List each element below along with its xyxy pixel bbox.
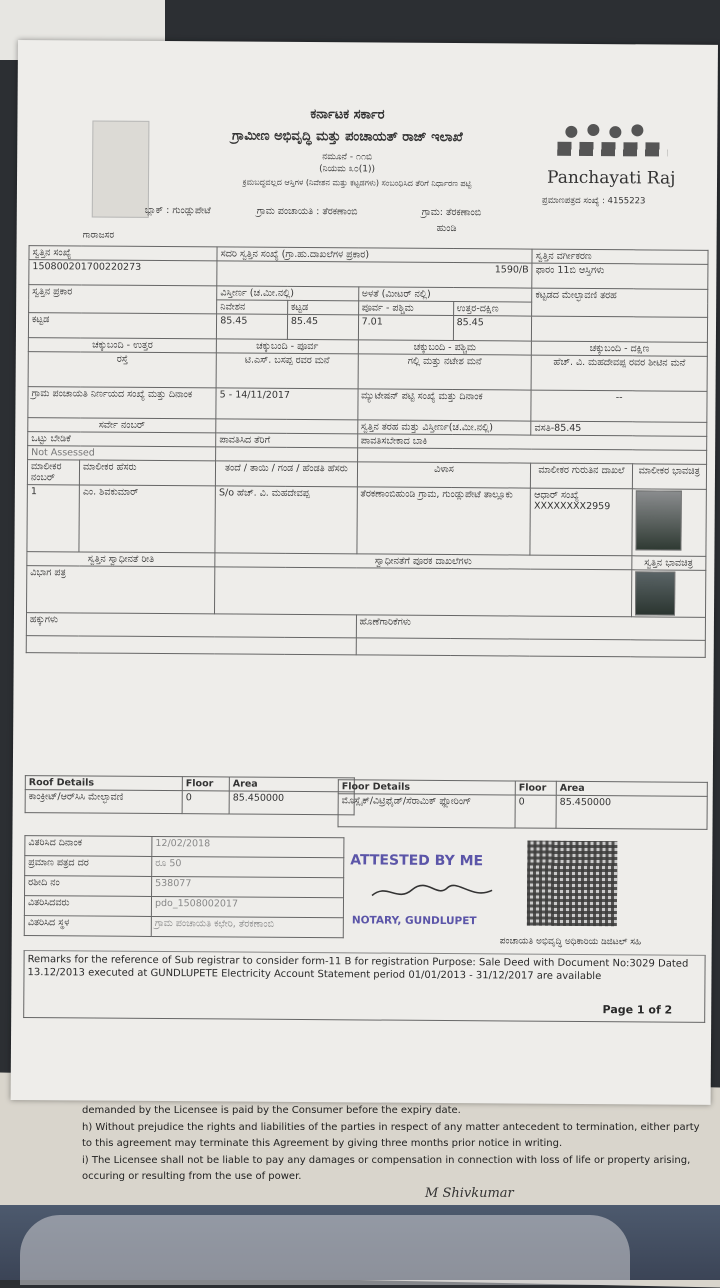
property-photo bbox=[635, 571, 675, 615]
roof-area-value: 85.450000 bbox=[229, 791, 354, 815]
liabilities-label: ಹೊಣೆಗಾರಿಕೆಗಳು bbox=[356, 615, 706, 640]
state-emblem-icon bbox=[92, 121, 150, 218]
fee-value: ರೂ 50 bbox=[152, 856, 344, 877]
owner-photo bbox=[635, 490, 681, 550]
west-boundary-label: ಚಕ್ಕುಬಂದಿ - ಪಶ್ಚಿಮ bbox=[358, 340, 532, 355]
owner-id-label: ಮಾಲೀಕರ ಗುರುತಿನ ದಾಖಲೆ bbox=[531, 463, 632, 489]
property-photo-label: ಸ್ವತ್ತಿನ ಭಾವಚಿತ್ರ bbox=[631, 556, 706, 571]
owner-address-value: ತೆರಕಣಾಂಬಿಹುಂಡಿ ಗ್ರಾಮ, ಗುಂಡ್ಲುಪೇಟೆ ತಾಲ್ಲೂಕು bbox=[356, 487, 530, 555]
agreement-line-5: occuring or resulting from the use of power. bbox=[82, 1171, 302, 1182]
floor-details-table bbox=[338, 779, 708, 830]
block-label: ಬ್ಲಾಕ್ : ಗುಂಡ್ಲುಪೇಟೆ bbox=[144, 204, 211, 217]
state-title: ಕರ್ನಾಟಕ ಸರ್ಕಾರ bbox=[310, 107, 385, 123]
floor-floor-value: 0 bbox=[515, 795, 556, 828]
receipt-value: 538077 bbox=[152, 876, 344, 897]
property-table bbox=[26, 245, 709, 658]
property-id-label: ಸ್ವತ್ತಿನ ಸಂಖ್ಯೆ bbox=[29, 246, 217, 261]
department-title: ಗ್ರಾಮೀಣ ಅಭಿವೃದ್ಧಿ ಮತ್ತು ಪಂಚಾಯತ್ ರಾಜ್ ಇಲಾಖೆ bbox=[231, 128, 463, 146]
issuer-label: ವಿತರಿಸಿದವರು bbox=[24, 896, 151, 917]
certificate-number: ಪ್ರಮಾಣಪತ್ರದ ಸಂಖ್ಯೆ : 4155223 bbox=[541, 195, 646, 207]
rights-label: ಹಕ್ಕುಗಳು bbox=[26, 613, 356, 638]
form-rule: (ನಿಯಮ ೩೦(1)) bbox=[319, 164, 376, 175]
notary-stamp: NOTARY, GUNDLUPET bbox=[351, 914, 477, 928]
owner-father-label: ತಂದೆ / ತಾಯಿ / ಗಂಡ / ಹೆಂಡತಿ ಹೆಸರು bbox=[216, 461, 358, 487]
form-number: ನಮೂನೆ - ೧೧ಬಿ bbox=[322, 152, 373, 163]
building-area-value: 85.45 bbox=[287, 314, 358, 339]
total-demand-value: Not Assessed bbox=[28, 446, 216, 461]
roof-details-label: Roof Details bbox=[25, 776, 182, 791]
reg-no-value: 1590/B bbox=[217, 261, 532, 288]
qr-code-icon bbox=[527, 841, 618, 927]
place-label: ವಿತರಿಸಿದ ಸ್ಥಳ bbox=[24, 916, 151, 937]
north-south-label: ಉತ್ತರ-ದಕ್ಷಿಣ bbox=[453, 302, 532, 317]
usage-label: ಸ್ವತ್ತಿನ ತರಹ ಮತ್ತು ವಿಸ್ತೀರ್ಣ(ಚ.ಮೀ.ನಲ್ಲಿ) bbox=[357, 420, 531, 435]
usage-value: ವಸತಿ-85.45 bbox=[531, 421, 707, 436]
attested-stamp: ATTESTED BY ME bbox=[350, 852, 484, 870]
issue-details-table bbox=[24, 835, 345, 938]
owner-name-value: ಎಂ. ಶಿವಕುಮಾರ್ bbox=[79, 485, 216, 553]
roof-area-label: Area bbox=[229, 777, 354, 792]
east-west-value: 7.01 bbox=[358, 315, 453, 341]
village-label: ಗ್ರಾಮ: ತೆರಕಣಾಂಬಿ bbox=[421, 206, 482, 219]
site-label: ನಿವೇಶನ bbox=[217, 300, 288, 314]
classification-value: ಫಾರಂ 11ಬಿ ಆಸ್ತಿಗಳು bbox=[532, 263, 708, 289]
panchayati-raj-logo-icon bbox=[557, 124, 667, 165]
floor-details-label: Floor Details bbox=[338, 780, 515, 795]
north-south-value: 85.45 bbox=[453, 316, 532, 342]
roof-floor-value: 0 bbox=[182, 791, 229, 814]
pdo-signature-caption: ಪಂಚಾಯತಿ ಅಭಿವೃದ್ಧಿ ಅಧಿಕಾರಿಯ ಡಿಜಿಟಲ್ ಸಹಿ bbox=[499, 936, 642, 948]
floor-area-value: 85.450000 bbox=[556, 795, 707, 829]
place-value: ಗ್ರಾಮ ಪಂಚಾಯತಿ ಕಛೇರಿ, ತೆರಕಣಾಂಬಿ bbox=[151, 916, 343, 937]
east-boundary-value: ಟಿ.ಎಸ್. ಬಸಪ್ಪ ರವರ ಮನೆ bbox=[216, 353, 358, 389]
owner-father-value: S/o ಹೆಚ್. ವಿ. ಮಹದೇವಪ್ಪ bbox=[215, 486, 357, 554]
building-label: ಕಟ್ಟಡ bbox=[287, 300, 358, 314]
possession-mode-value: ವಿಭಾಗ ಪತ್ರ bbox=[27, 566, 215, 614]
total-demand-label: ಒಟ್ಟು ಬೇಡಿಕೆ bbox=[28, 432, 216, 447]
receipt-label: ರಶೀದಿ ನಂ bbox=[25, 876, 152, 897]
property-photo-cell bbox=[631, 570, 706, 618]
owner-name-label: ಮಾಲೀಕರ ಹೆಸರು bbox=[79, 460, 215, 486]
due-balance-label: ಪಾವತಿಸಬೇಕಾದ ಬಾಕಿ bbox=[357, 434, 707, 450]
agreement-line-2: h) Without prejudice the rights and liabilities of the parties in respect of any matter antecedent to termination, either party bbox=[82, 1122, 700, 1133]
possession-docs-label: ಸ್ವಾಧೀನತೆಗೆ ಪೂರಕ ದಾಖಲೆಗಳು bbox=[215, 553, 631, 570]
page-number: Page 1 of 2 bbox=[602, 1003, 673, 1017]
agreement-line-4: i) The Licensee shall not be liable to pay any damages or compensation in connection with loss of life or property arising, bbox=[82, 1155, 691, 1166]
area-label: ವಿಸ್ತೀರ್ಣ (ಚ.ಮೀ.ನಲ್ಲಿ) bbox=[217, 286, 359, 301]
property-type-label: ಸ್ವತ್ತಿನ ಪ್ರಕಾರ bbox=[29, 285, 217, 314]
agreement-line-3: to this agreement may terminate this Agreement by giving three months prior notice in writing. bbox=[82, 1138, 563, 1149]
north-boundary-value: ರಸ್ತೆ bbox=[28, 352, 216, 388]
west-boundary-value: ಗಲ್ಲಿ ಮತ್ತು ನಟೇಶ ಮನೆ bbox=[358, 354, 532, 390]
floor-type-value: ಮೊಸ್ಲೈಕ್/ವಿಟ್ರಿಫೈಡ್/ಸೆರಾಮಿಕ್ ಫ್ಲೋರಿಂಗ್ bbox=[338, 794, 515, 828]
owner-photo-cell bbox=[631, 489, 706, 557]
remarks-box bbox=[23, 950, 705, 1023]
mutation-label: ಮ್ಯುಟೇಷನ್ ಪಟ್ಟಿ ಸಂಖ್ಯೆ ಮತ್ತು ದಿನಾಂಕ bbox=[357, 389, 531, 421]
floor-area-label: Area bbox=[556, 781, 707, 796]
property-certificate-document bbox=[11, 40, 718, 1105]
floor-floor-label: Floor bbox=[515, 781, 556, 795]
survey-number-label: ಸರ್ವೇ ನಂಬರ್ bbox=[28, 418, 216, 433]
owner-no-value: 1 bbox=[27, 485, 79, 552]
measure-label: ಅಳತೆ (ಮೀಟರ್ ನಲ್ಲಿ) bbox=[358, 287, 532, 302]
possession-mode-label: ಸ್ವತ್ತಿನ ಸ್ವಾಧೀನತೆ ರೀತಿ bbox=[27, 552, 215, 567]
owner-id-cell bbox=[530, 488, 632, 556]
owner-no-label: ಮಾಲೀಕರ ನಂಬರ್ bbox=[27, 460, 79, 485]
property-id-value: 150800201700220273 bbox=[29, 260, 217, 286]
background-hand bbox=[20, 1215, 630, 1285]
roof-type-value: ಕಾಂಕ್ರೀಟ್/ಆರ್‌ಸಿಸಿ ಮೇಲ್ಛಾವಣಿ bbox=[25, 790, 182, 814]
north-boundary-label: ಚಕ್ಕುಬಂದಿ - ಉತ್ತರ bbox=[28, 338, 216, 353]
east-west-label: ಪೂರ್ವ - ಪಶ್ಚಿಮ bbox=[358, 301, 453, 316]
owner-id-value: XXXXXXXX2959 bbox=[533, 500, 611, 513]
mutation-value: -- bbox=[531, 390, 707, 422]
property-type-value: ಕಟ್ಟಡ bbox=[28, 313, 216, 339]
owner-photo-label: ಮಾಲೀಕರ ಭಾವಚಿತ್ರ bbox=[632, 464, 707, 490]
site-area-value: 85.45 bbox=[217, 314, 288, 339]
reg-no-label: ಸದರಿ ಸ್ವತ್ತಿನ ಸಂಖ್ಯೆ (ಗ್ರಾ.ಹು.ದಾಖಲೆಗಳ ಪ್ರಕಾರ) bbox=[217, 247, 532, 263]
panchayati-raj-logo-text: Panchayati Raj bbox=[546, 167, 676, 189]
owner-id-type: ಆಧಾರ್ ಸಂಖ್ಯೆ bbox=[534, 489, 579, 501]
agreement-line-1: demanded by the Licensee is paid by the Consumer before the expiry date. bbox=[82, 1105, 461, 1116]
roof-details-table bbox=[25, 775, 355, 815]
south-boundary-label: ಚಕ್ಕುಬಂದಿ - ದಕ್ಷಿಣ bbox=[532, 341, 708, 356]
roof-floor-label: Floor bbox=[182, 777, 229, 791]
issue-date-value: 12/02/2018 bbox=[152, 836, 344, 857]
east-boundary-label: ಚಕ್ಕುಬಂದಿ - ಪೂರ್ವ bbox=[216, 339, 358, 354]
owner-address-label: ವಿಳಾಸ bbox=[357, 462, 531, 488]
south-boundary-value: ಹೆಚ್. ವಿ. ಮಹದೇವಪ್ಪ ರವರ ಶೀಟಿನ ಮನೆ bbox=[531, 355, 707, 391]
form-subtitle: ಕ್ರಮಬದ್ಧವಲ್ಲದ ಆಸ್ತಿಗಳ (ನಿವೇಶನ ಮತ್ತು ಕಟ್ಟಡಗಳು) ಸಂಬಂಧಿಸಿದ ತೆರಿಗೆ ನಿರ್ಧಾರಣ ಪಟ್ಟಿ bbox=[242, 177, 472, 189]
remarks-text: Remarks for the reference of Sub registrar to consider form-11 B for registration Purpose: Sale Deed with Document No:3029 Dated 13.12/2013 executed at GUNDLUPETE Electricity Account Statement period 01/01/2013 - 31/12/2017 are available bbox=[27, 954, 689, 983]
village-label-2: ಹುಂಡಿ bbox=[436, 222, 457, 235]
notary-signature-icon bbox=[367, 877, 497, 908]
resolution-value: 5 - 14/11/2017 bbox=[216, 388, 358, 420]
classification-label: ಸ್ವತ್ತಿನ ವರ್ಗೀಕರಣ bbox=[532, 249, 708, 264]
roof-type-label: ಕಟ್ಟಡದ ಮೇಲ್ಛಾವಣಿ ತರಹ bbox=[532, 288, 708, 317]
gram-panchayat-label: ಗ್ರಾಮ ಪಂಚಾಯತಿ : ತೆರಕಣಾಂಬಿ bbox=[256, 205, 358, 218]
resolution-label: ಗ್ರಾಮ ಪಂಚಾಯತಿ ನಿರ್ಣಯದ ಸಂಖ್ಯೆ ಮತ್ತು ದಿನಾಂಕ bbox=[28, 387, 216, 419]
fee-label: ಪ್ರಮಾಣ ಪತ್ರದ ದರ bbox=[25, 856, 152, 877]
owner-signature: M Shivkumar bbox=[425, 1186, 514, 1201]
issuer-value: pdo_1508002017 bbox=[151, 896, 343, 917]
emblem-caption: ಗಾರಾಜಸರ bbox=[82, 230, 115, 241]
issue-date-label: ವಿತರಿಸಿದ ದಿನಾಂಕ bbox=[25, 836, 152, 857]
paid-tax-label: ಪಾವತಿಸಿದ ತೆರಿಗೆ bbox=[216, 433, 358, 448]
